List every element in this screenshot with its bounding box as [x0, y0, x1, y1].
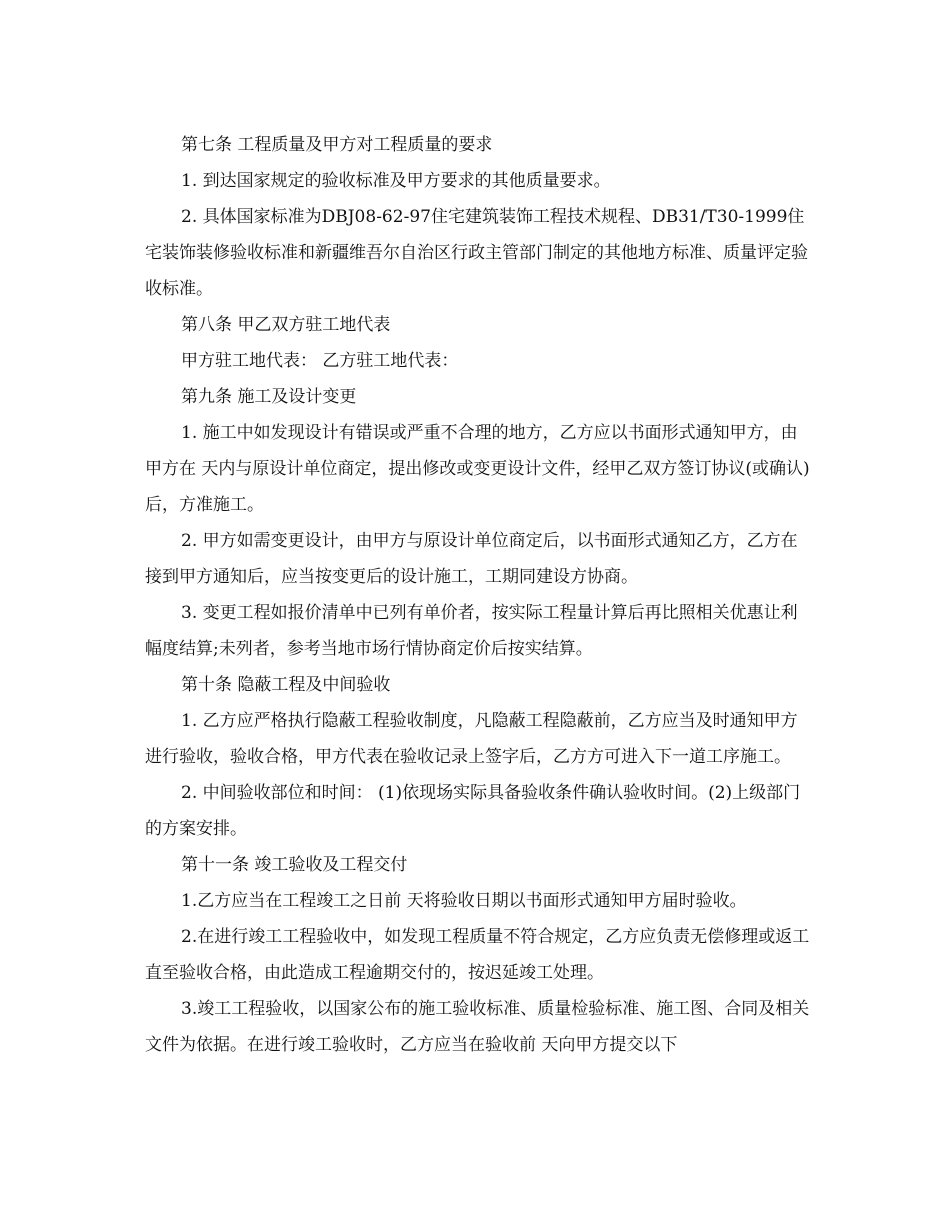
document-body	[145, 127, 810, 1063]
article-10-clause-2: 2. 中间验收部位和时间： (1)依现场实际具备验收条件确认验收时间。(2)上级部门的方案安排。	[145, 783, 801, 839]
article-11-clause-1: 1.乙方应当在工程竣工之日前 天将验收日期以书面形式通知甲方届时验收。	[181, 891, 747, 911]
article-11-heading: 第十一条 竣工验收及工程交付	[181, 855, 408, 875]
article-11-clause-3: 3.竣工工程验收，以国家公布的施工验收标准、质量检验标准、施工图、合同及相关文件为依据。在进行竣工验收时，乙方应当在验收前 天向甲方提交以下	[145, 999, 810, 1055]
article-7-heading: 第七条 工程质量及甲方对工程质量的要求	[181, 135, 493, 155]
article-7-clause-1: 1. 到达国家规定的验收标准及甲方要求的其他质量要求。	[181, 171, 611, 191]
article-9-clause-3: 3. 变更工程如报价清单中已列有单价者，按实际工程量计算后再比照相关优惠让利幅度结算;未列者，参考当地市场行情协商定价后按实结算。	[145, 603, 798, 659]
article-9-clause-2: 2. 甲方如需变更设计，由甲方与原设计单位商定后，以书面形式通知乙方，乙方在接到甲方通知后，应当按变更后的设计施工，工期同建设方协商。	[145, 531, 798, 587]
article-8-representatives: 甲方驻工地代表： 乙方驻工地代表：	[181, 351, 459, 371]
article-7-clause-2: 2. 具体国家标准为DBJ08-62-97住宅建筑装饰工程技术规程、DB31/T30-1999住宅装饰装修验收标准和新疆维吾尔自治区行政主管部门制定的其他地方标准、质量评定验收标准。	[145, 207, 808, 299]
article-9-clause-1: 1. 施工中如发现设计有错误或严重不合理的地方，乙方应以书面形式通知甲方，由甲方在 天内与原设计单位商定，提出修改或变更设计文件，经甲乙双方签订协议(或确认)后，方准施工。	[145, 423, 810, 515]
article-9-heading: 第九条 施工及设计变更	[181, 387, 357, 407]
article-11-clause-2: 2.在进行竣工工程验收中，如发现工程质量不符合规定，乙方应负责无偿修理或返工直至验收合格，由此造成工程逾期交付的，按迟延竣工处理。	[145, 927, 810, 983]
article-10-clause-1: 1. 乙方应严格执行隐蔽工程验收制度，凡隐蔽工程隐蔽前，乙方应当及时通知甲方进行验收，验收合格，甲方代表在验收记录上签字后，乙方方可进入下一道工序施工。	[145, 711, 798, 767]
article-8-heading: 第八条 甲乙双方驻工地代表	[181, 315, 391, 335]
article-10-heading: 第十条 隐蔽工程及中间验收	[181, 675, 391, 695]
